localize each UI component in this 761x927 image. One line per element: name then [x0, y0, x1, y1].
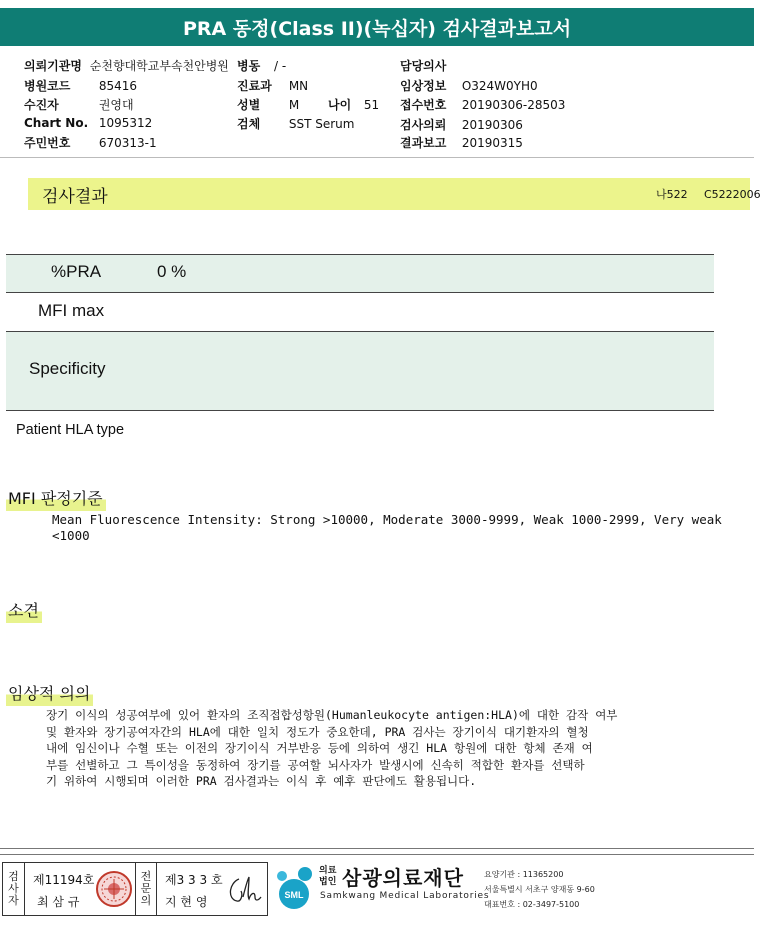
org-name: 삼광의료재단: [342, 866, 464, 890]
result-header: [28, 178, 761, 210]
footer-divider-1: [0, 848, 754, 849]
org-phone: 대표번호 : 02-3497-5100: [484, 900, 580, 909]
specificity-row: [6, 332, 714, 410]
clinical-info-field: [400, 77, 538, 94]
accession-label: 접수번호: [400, 98, 447, 112]
specialist-label-char: 의: [140, 894, 152, 907]
org-contact: [484, 867, 595, 912]
doctor-field: [400, 57, 450, 74]
sml-logo-text: SML: [284, 890, 304, 900]
patient-hla-label: Patient HLA type: [16, 422, 125, 438]
specialist-label-char: 문: [140, 882, 152, 895]
mfi-max-label: MFI max: [38, 301, 105, 320]
hospital-code-field: [24, 77, 137, 94]
specialist-signature-icon: [225, 873, 265, 907]
age-value: 51: [363, 98, 380, 112]
resident-no-value: 670313-1: [98, 136, 157, 150]
ward-field: [237, 57, 286, 74]
doctor-label: 담당의사: [400, 59, 447, 73]
mfi-criteria-line1: Mean Fluorescence Intensity: Strong >10000, Moderate 3000-9999, Weak 1000-2999, Very weak: [52, 512, 722, 527]
examiner-seal-icon: [95, 870, 133, 908]
ward-value: / -: [274, 59, 287, 73]
report-date-field: [400, 134, 523, 151]
clinical-significance-text: [46, 707, 746, 790]
ward-label: 병동: [237, 59, 261, 73]
examinee-label: 수진자: [24, 98, 59, 112]
request-date-value: 20190306: [461, 118, 523, 132]
sex-label: 성별: [237, 98, 261, 112]
clinical-significance-line: 부를 선별하고 그 특이성을 동정하여 장기를 공여할 뇌사자가 발생시에 신속히 적합한 환자를 선택하: [46, 757, 585, 772]
report-title: PRA 동정(Class II)(녹십자) 검사결과보고서: [0, 8, 754, 46]
specialist-label: [135, 863, 157, 915]
clinical-info-value: O324W0YH0: [461, 79, 538, 93]
org-english-name: Samkwang Medical Laboratories: [320, 891, 490, 901]
pra-label: %PRA: [51, 262, 102, 281]
pra-row-line: [6, 292, 714, 293]
request-date-field: [400, 116, 523, 133]
hospital-field: [24, 57, 229, 74]
sml-logo-icon: [272, 864, 316, 912]
examiner-label-char: 검: [8, 870, 19, 883]
specialist-license: 제3 3 3 호: [165, 873, 223, 887]
result-heading: 검사결과: [42, 186, 108, 207]
chart-no-value: 1095312: [98, 116, 153, 130]
pra-value: 0 %: [157, 262, 187, 281]
clinical-significance-line: 및 환자와 장기공여자간의 HLA에 대한 일치 정도가 중요한데, PRA 검사는 장기이식 대기환자의 혈청: [46, 724, 589, 739]
age-field: [328, 96, 379, 113]
pra-row: [6, 255, 714, 292]
clinical-significance-line: 장기 이식의 성공여부에 있어 환자의 조직접합성항원(Humanleukocyte antigen:HLA)에 대한 감작 여부: [46, 708, 618, 722]
sex-field: [237, 96, 299, 113]
chart-no-field: [24, 116, 152, 130]
specificity-label: Specificity: [29, 359, 106, 378]
specificity-row-line: [6, 410, 714, 411]
department-value: MN: [288, 79, 309, 93]
signature-box: [2, 862, 268, 916]
chart-no-label: Chart No.: [24, 116, 89, 130]
specialist-label-char: 전: [140, 870, 152, 883]
report-date-label: 결과보고: [400, 136, 447, 150]
org-address: 서울특별시 서초구 양재동 9-60: [484, 885, 595, 894]
hospital-value: 순천향대학교부속천안병원: [89, 59, 229, 73]
examiner-label-char: 자: [8, 894, 19, 907]
resident-no-label: 주민번호: [24, 136, 71, 150]
hospital-label: 의뢰기관명: [24, 59, 82, 73]
specialist-name: 지 현 영: [165, 895, 208, 909]
clinical-significance-line: 내에 임신이나 수혈 또는 이전의 장기이식 거부반응 등에 의하여 생긴 HLA 항원에 대한 항체 존재 여: [46, 741, 593, 755]
department-field: [237, 77, 308, 94]
report-date-value: 20190315: [461, 136, 523, 150]
examinee-value: 권영대: [98, 98, 134, 112]
hospital-code-label: 병원코드: [24, 79, 71, 93]
examinee-field: [24, 96, 134, 113]
examiner-name: 최 삼 규: [37, 895, 80, 909]
org-registration: 요양기관 : 11365200: [484, 870, 564, 879]
clinical-info-label: 임상정보: [400, 79, 447, 93]
hospital-code-value: 85416: [98, 79, 138, 93]
clinical-significance-line: 기 위하여 시행되며 이러한 PRA 검사결과는 이식 후 예후 판단에도 활용됩니다.: [46, 774, 477, 788]
specimen-value: SST Serum: [288, 117, 355, 131]
mfi-criteria-line2: <1000: [52, 528, 90, 543]
clinical-significance-heading: 임상적 의의: [6, 681, 93, 706]
info-divider: [0, 157, 754, 158]
resident-no-field: [24, 134, 157, 151]
specimen-field: [237, 115, 354, 132]
org-prefix: [319, 866, 336, 888]
examiner-label-char: 사: [8, 882, 19, 895]
footer-divider-2: [0, 854, 754, 855]
request-date-label: 검사의뢰: [400, 118, 447, 132]
department-label: 진료과: [237, 79, 272, 93]
specimen-label: 검체: [237, 117, 261, 131]
sex-value: M: [288, 98, 300, 112]
findings-heading: 소견: [6, 598, 42, 623]
accession-value: 20190306-28503: [461, 98, 566, 112]
mfi-criteria-heading: MFI 판정기준: [6, 486, 106, 511]
accession-field: [400, 96, 565, 113]
test-order-code: C5222006: [704, 187, 761, 201]
test-code: 나522: [656, 188, 688, 201]
org-prefix-line: 의료: [319, 866, 337, 876]
examiner-license: 제11194호: [33, 873, 95, 887]
examiner-label: [3, 863, 25, 915]
org-prefix-line: 법인: [319, 877, 337, 887]
age-label: 나이: [328, 98, 352, 112]
